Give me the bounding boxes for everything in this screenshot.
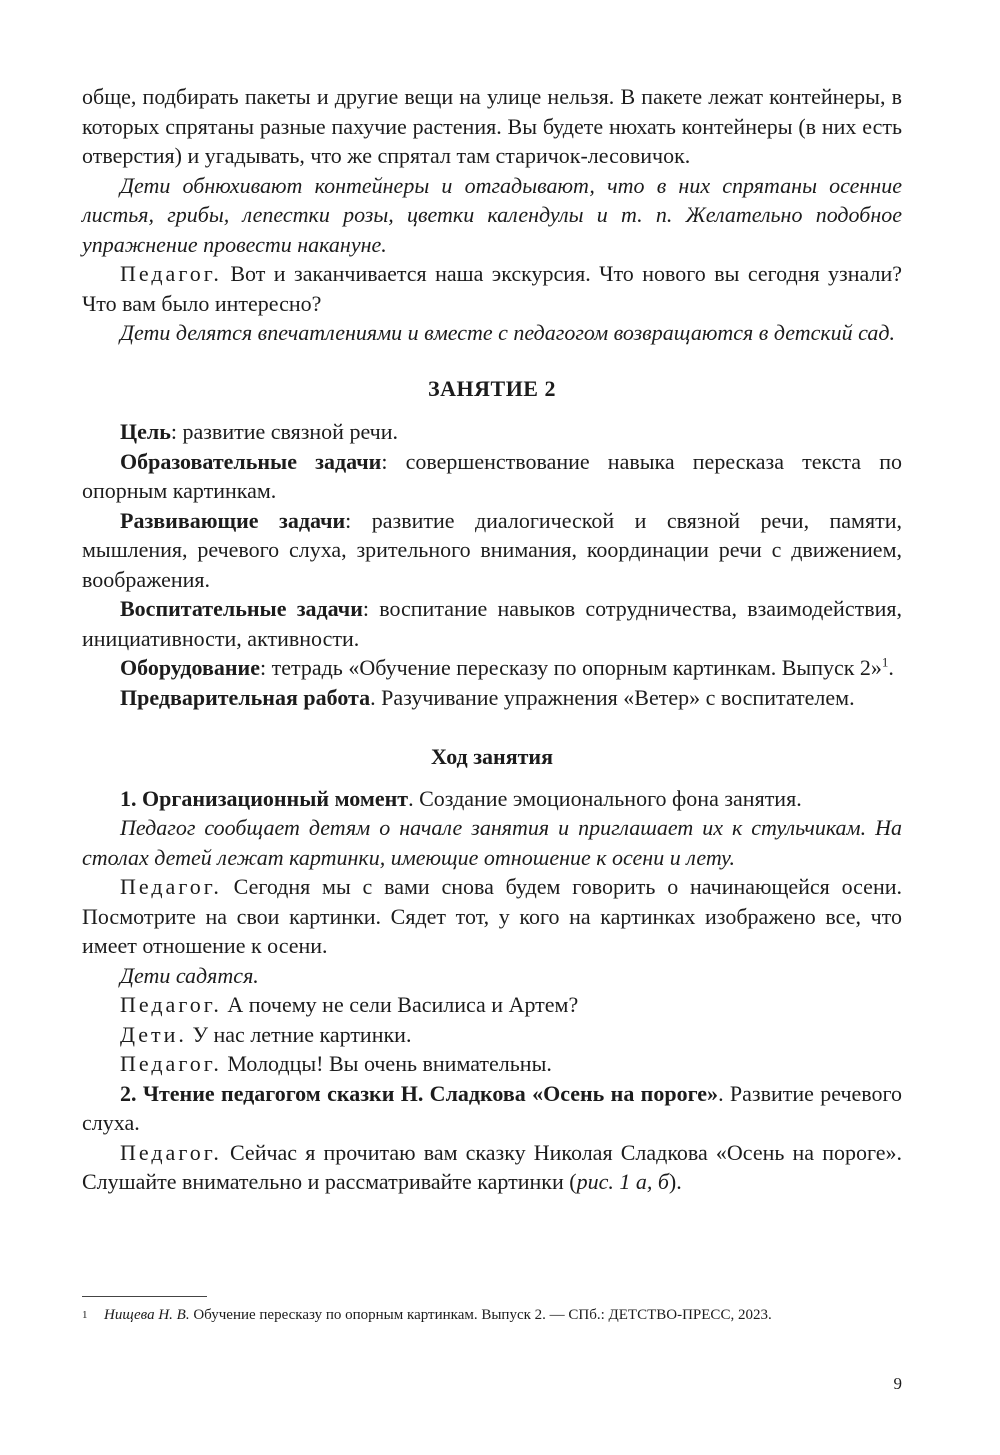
section-1-label: 1. Организационный момент [120, 785, 409, 811]
dialogue-line [82, 990, 902, 1020]
goal-label: Цель [120, 419, 171, 444]
educational-tasks-label: Образовательные задачи [120, 448, 382, 474]
speaker-name: Педагог. [120, 1051, 222, 1076]
equipment-paragraph [82, 653, 902, 683]
footnote-number: 1 [82, 1309, 88, 1321]
equipment-label: Оборудование [120, 655, 260, 680]
page-body [82, 82, 902, 1197]
footnote-divider [82, 1296, 207, 1297]
section-paragraph [82, 1079, 902, 1138]
section-2-label: 2. Чтение педагогом сказки Н. Сладкова «Осень на пороге» [120, 1080, 719, 1106]
speaker-name: Педагог. [120, 261, 222, 286]
lesson-title: ЗАНЯТИЕ 2 [428, 375, 556, 401]
dialogue-text: Молодцы! Вы очень внимательны. [221, 1051, 552, 1076]
page-number: 9 [893, 1374, 902, 1393]
stage-direction: Дети садятся. [120, 962, 259, 988]
equipment-text: : тетрадь «Обучение пересказу по опорным картинкам. Выпуск 2» [259, 655, 882, 680]
stage-direction: Дети обнюхивают контейнеры и отгадывают, что в них спрятаны осенние листья, грибы, лепестки розы, цветки календулы и т. п. Желательно подобное упражнение провести накануне. [82, 172, 902, 257]
dialogue-line [82, 1020, 902, 1050]
dialogue-text: Вот и заканчивается наша экскурсия. Что нового вы сегодня узнали? Что вам было интересно? [82, 261, 902, 316]
dialogue-end: ). [668, 1169, 682, 1194]
developmental-tasks-label: Развивающие задачи [120, 507, 346, 533]
dialogue-text: Сейчас я прочитаю вам сказку Николая Сладкова «Осень на пороге». Слушайте внимательно и рассматривайте картинки ( [82, 1139, 902, 1194]
goal-paragraph [82, 417, 902, 447]
developmental-tasks-paragraph [82, 506, 902, 595]
stage-direction: Дети делятся впечатлениями и вместе с педагогом возвращаются в детский сад. [120, 320, 895, 345]
dialogue-text: У нас летние картинки. [186, 1021, 412, 1047]
preparation-paragraph [82, 683, 902, 713]
speaker-name: Педагог. [120, 992, 222, 1017]
dialogue-text: А почему не сели Василиса и Артем? [221, 992, 579, 1017]
goal-text: : развитие связной речи. [170, 419, 399, 444]
upbringing-tasks-text: : воспитание навыков сотрудничества, взаимодействия, инициативности, активности. [82, 596, 902, 651]
stage-direction: Педагог сообщает детям о начале занятия и приглашает их к стульчикам. На столах детей лежат картинки, имеющие отношение к осени и лету. [82, 815, 902, 870]
section-1-text: . Создание эмоционального фона занятия. [408, 785, 802, 811]
upbringing-tasks-label: Воспитательные задачи [120, 596, 363, 621]
equipment-end: . [888, 655, 894, 680]
footnote [82, 1305, 902, 1325]
speaker-name: Педагог. [120, 1139, 222, 1165]
footnote-marker: 1 [881, 654, 889, 670]
preparation-label: Предварительная работа [120, 684, 371, 710]
upbringing-tasks-paragraph [82, 594, 902, 653]
footnote-author: Нищева Н. В. [104, 1307, 190, 1323]
dialogue-line [82, 259, 902, 318]
speaker-name: Педагог. [120, 874, 222, 899]
paragraph: обще, подбирать пакеты и другие вещи на улице нельзя. В пакете лежат контейнеры, в которых спрятаны разные пахучие растения. Вы будете нюхать контейнеры (в них есть отверстия) и угадывать, что же спрятал там старичок-лесовичок. [82, 84, 902, 168]
educational-tasks-text: : совершенствование навыка пересказа текста по опорным картинкам. [82, 448, 902, 503]
dialogue-line [82, 1138, 902, 1197]
course-title: Ход занятия [430, 744, 553, 769]
speaker-name: Дети. [120, 1021, 187, 1047]
educational-tasks-paragraph [82, 447, 902, 506]
section-paragraph [82, 784, 902, 814]
dialogue-text: Сегодня мы с вами снова будем говорить о начинающейся осени. Посмотрите на свои картинки. Сядет тот, у кого на картинках изображено все, что имеет отношение к осени. [82, 874, 902, 958]
developmental-tasks-text: : развитие диалогической и связной речи, памяти, мышления, речевого слуха, зрительного внимания, координации речи с движением, воображения. [82, 507, 902, 592]
preparation-text: . Разучивание упражнения «Ветер» с воспитателем. [370, 684, 855, 710]
dialogue-line [82, 872, 902, 961]
figure-reference: рис. 1 а, б [576, 1169, 669, 1194]
footnote-text: Обучение пересказу по опорным картинкам. Выпуск 2. — СПб.: ДЕТСТВО-ПРЕСС, 2023. [189, 1307, 772, 1323]
section-2-text: . Развитие речевого слуха. [82, 1080, 903, 1135]
dialogue-line [82, 1049, 902, 1079]
